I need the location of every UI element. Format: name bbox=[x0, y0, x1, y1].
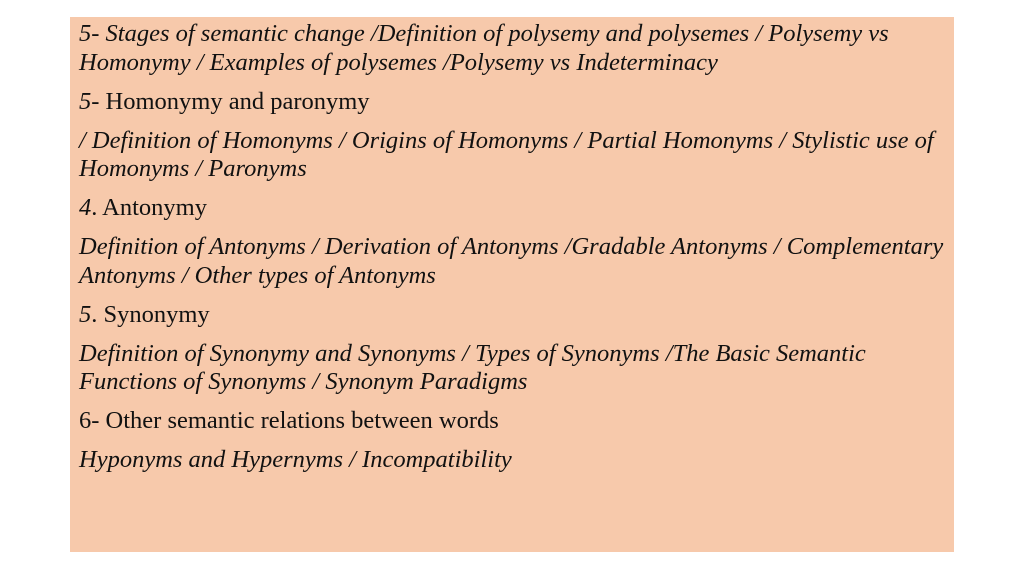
homonymy-details: / Definition of Homonyms / Origins of Homonyms / Partial Homonyms / Stylistic use of Homonyms / Paronyms bbox=[79, 126, 934, 182]
antonymy-number: 4 bbox=[79, 194, 92, 221]
other-relations-title: 6- Other semantic relations between words bbox=[79, 407, 499, 434]
other-relations-heading bbox=[79, 407, 944, 436]
content-panel bbox=[70, 17, 954, 552]
antonymy-title: . Antonymy bbox=[91, 194, 207, 221]
other-relations-details: Hyponyms and Hypernyms / Incompatibility bbox=[79, 446, 512, 473]
homonymy-number: 5 bbox=[79, 87, 92, 115]
synonymy-heading bbox=[79, 301, 944, 330]
polysemy-details: 5- Stages of semantic change /Definition of polysemy and polysemes / Polysemy vs Homonymy / Examples of polysemes /Polysemy vs Indeterminacy bbox=[79, 20, 889, 76]
homonymy-title: - Homonymy and paronymy bbox=[91, 87, 370, 115]
synonymy-title: . Synonymy bbox=[91, 300, 210, 328]
homonymy-heading bbox=[79, 88, 944, 117]
synonymy-number: 5 bbox=[79, 300, 92, 328]
antonymy-heading bbox=[79, 194, 944, 223]
synonymy-details: Definition of Synonymy and Synonyms / Types of Synonyms /The Basic Semantic Functions of Synonyms / Synonym Paradigms bbox=[79, 339, 866, 395]
antonymy-details: Definition of Antonyms / Derivation of Antonyms /Gradable Antonyms / Complementary Antonyms / Other types of Antonyms bbox=[79, 233, 944, 289]
